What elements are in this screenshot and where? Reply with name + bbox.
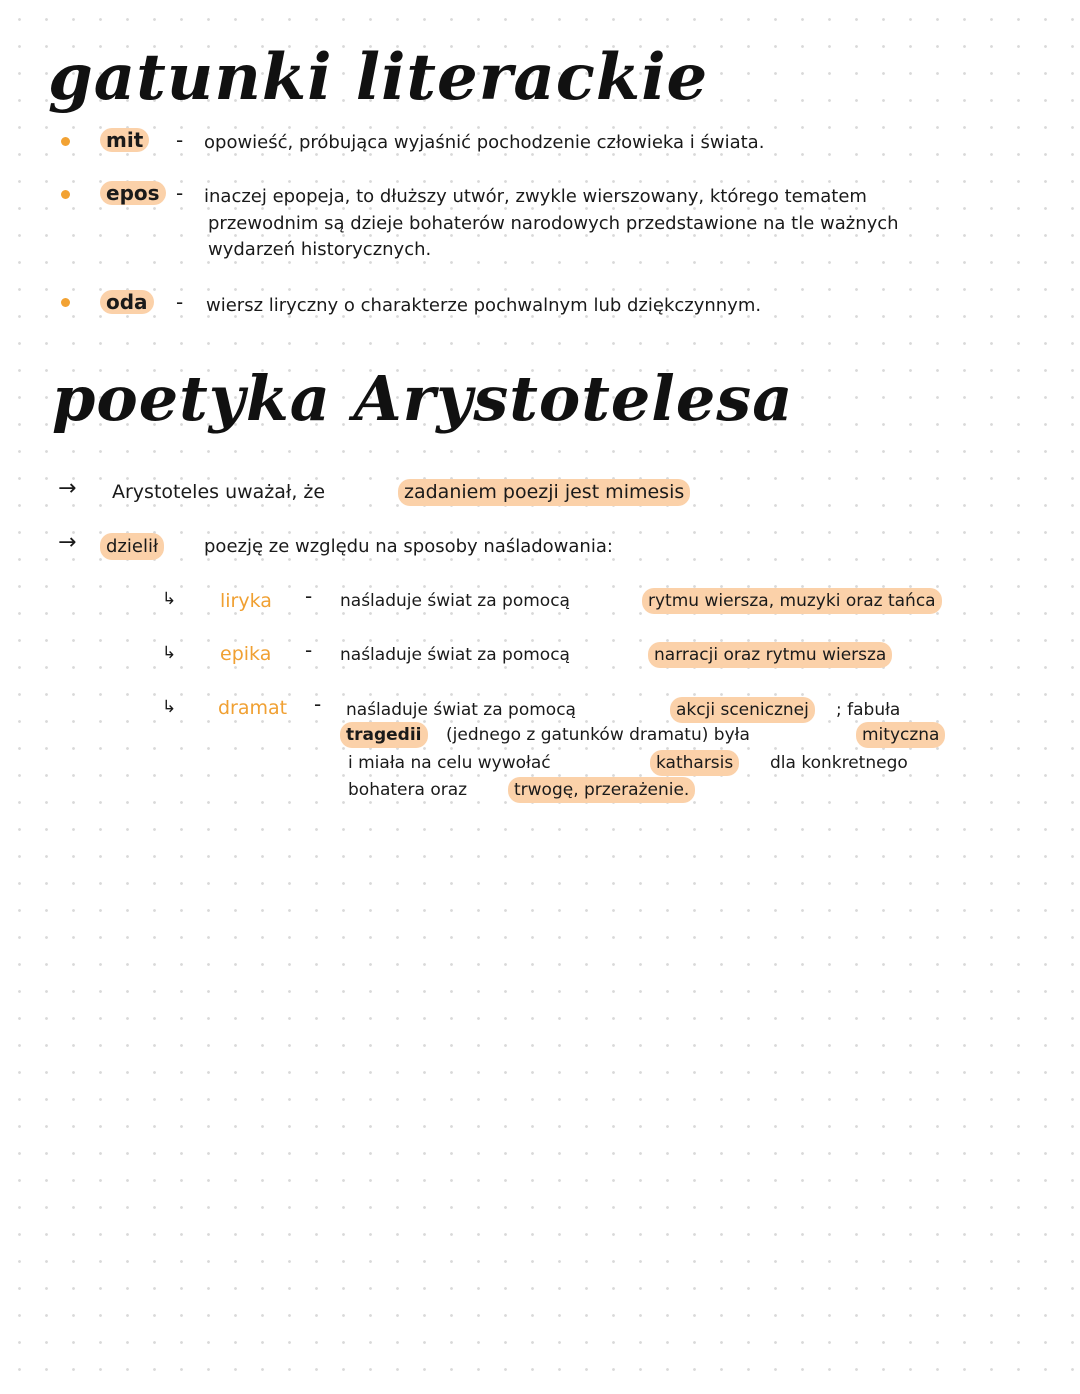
dramat-line3-after: dla konkretnego: [770, 753, 908, 773]
bullet-icon: [61, 190, 70, 199]
liryka-text: naśladuje świat za pomocą: [340, 591, 570, 611]
section-title-gatunki: gatunki literackie: [48, 40, 709, 115]
definition-oda: wiersz liryczny o charakterze pochwalnym lub dziękczynnym.: [206, 295, 762, 316]
sub-arrow-icon: ↳: [162, 643, 177, 663]
dramat-line2-highlight: tragedii: [340, 722, 428, 748]
definition-epos-line2: przewodnim są dzieje bohaterów narodowych przedstawione na tle ważnych: [208, 213, 899, 234]
definition-epos-line1: inaczej epopeja, to dłuższy utwór, zwykle wierszowany, którego tematem: [204, 186, 867, 207]
point1-text: Arystoteles uważał, że: [112, 481, 326, 503]
term-oda: oda: [100, 290, 154, 314]
point2-text: poezję ze względu na sposoby naśladowania:: [204, 536, 613, 557]
arrow-icon: →: [58, 476, 77, 501]
dramat-line2-text: (jednego z gatunków dramatu) była: [446, 725, 750, 745]
dash: -: [314, 692, 322, 716]
dramat-line1-text: naśladuje świat za pomocą: [346, 700, 576, 720]
dramat-line3-text: i miała na celu wywołać: [348, 753, 551, 773]
sub-arrow-icon: ↳: [162, 589, 177, 609]
term-epos: epos: [100, 181, 166, 205]
dramat-line4-text: bohatera oraz: [348, 780, 468, 800]
section-title-poetyka: poetyka Arystotelesa: [52, 362, 794, 435]
dramat-line4-highlight: trwogę, przerażenie.: [508, 777, 695, 803]
dramat-line1-highlight: akcji scenicznej: [670, 697, 815, 723]
sub-arrow-icon: ↳: [162, 697, 177, 717]
epika-text: naśladuje świat za pomocą: [340, 645, 570, 665]
kind-epika: epika: [220, 643, 272, 665]
arrow-icon: →: [58, 530, 77, 555]
dramat-line3-highlight: katharsis: [650, 750, 739, 776]
liryka-highlight: rytmu wiersza, muzyki oraz tańca: [642, 588, 942, 614]
dash: -: [176, 290, 184, 314]
dash: -: [176, 181, 184, 205]
definition-mit: opowieść, próbująca wyjaśnić pochodzenie człowieka i świata.: [204, 132, 765, 153]
dash: -: [305, 638, 313, 662]
bullet-icon: [61, 298, 70, 307]
kind-liryka: liryka: [220, 590, 272, 612]
point1-highlight: zadaniem poezji jest mimesis: [398, 479, 690, 506]
point2-highlight: dzielił: [100, 533, 164, 560]
dramat-line2-highlight2: mityczna: [856, 722, 945, 748]
definition-epos-line3: wydarzeń historycznych.: [208, 239, 432, 260]
bullet-icon: [61, 137, 70, 146]
term-mit: mit: [100, 128, 149, 152]
dramat-line1-after: ; fabuła: [836, 700, 901, 720]
epika-highlight: narracji oraz rytmu wiersza: [648, 642, 892, 668]
dash: -: [176, 128, 184, 152]
dash: -: [305, 584, 313, 608]
kind-dramat: dramat: [218, 697, 288, 719]
